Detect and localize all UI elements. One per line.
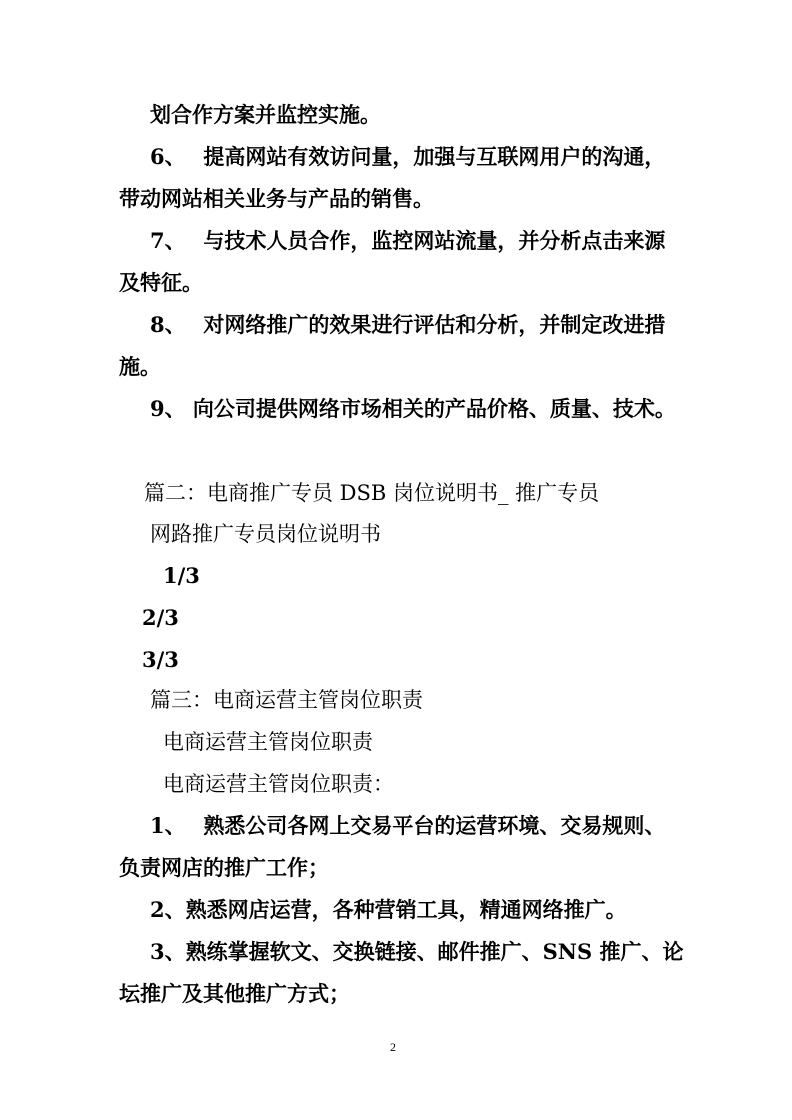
text-line: 坛推广及其他推广方式； [119,981,350,1006]
text-line: 划合作方案并监控实施。 [150,102,381,127]
list-item-7: 7、 与技术人员合作，监控网站流量，并分析点击来源 [150,228,666,253]
list-item-3: 3、熟练掌握软文、交换链接、邮件推广、SNS 推广、论 [150,939,684,964]
subheading: 网路推广专员岗位说明书 [150,522,381,546]
text-line: 负责网店的推广工作； [119,855,329,880]
list-item-2: 2、熟悉网店运营，各种营销工具，精通网络推广。 [150,897,627,922]
list-item-6: 6、 提高网站有效访问量，加强与互联网用户的沟通， [150,144,666,169]
page-fraction: 1/3 [163,563,200,588]
section-heading-3: 篇三：电商运营主管岗位职责 [150,688,423,712]
section-heading-2: 篇二：电商推广专员 DSB 岗位说明书_ 推广专员 [144,481,600,505]
page-fraction: 2/3 [142,605,179,630]
subheading: 电商运营主管岗位职责： [163,772,394,796]
page-fraction: 3/3 [142,647,179,672]
page-number: 2 [390,1040,396,1054]
text-line: 及特征。 [119,270,203,295]
text-line: 施。 [119,354,161,379]
list-item-1: 1、 熟悉公司各网上交易平台的运营环境、交易规则、 [150,813,666,838]
list-item-8: 8、 对网络推广的效果进行评估和分析，并制定改进措 [150,312,666,337]
text-line: 带动网站相关业务与产品的销售。 [119,186,434,211]
subheading: 电商运营主管岗位职责 [163,730,373,754]
list-item-9: 9、 向公司提供网络市场相关的产品价格、质量、技术。 [150,396,676,421]
